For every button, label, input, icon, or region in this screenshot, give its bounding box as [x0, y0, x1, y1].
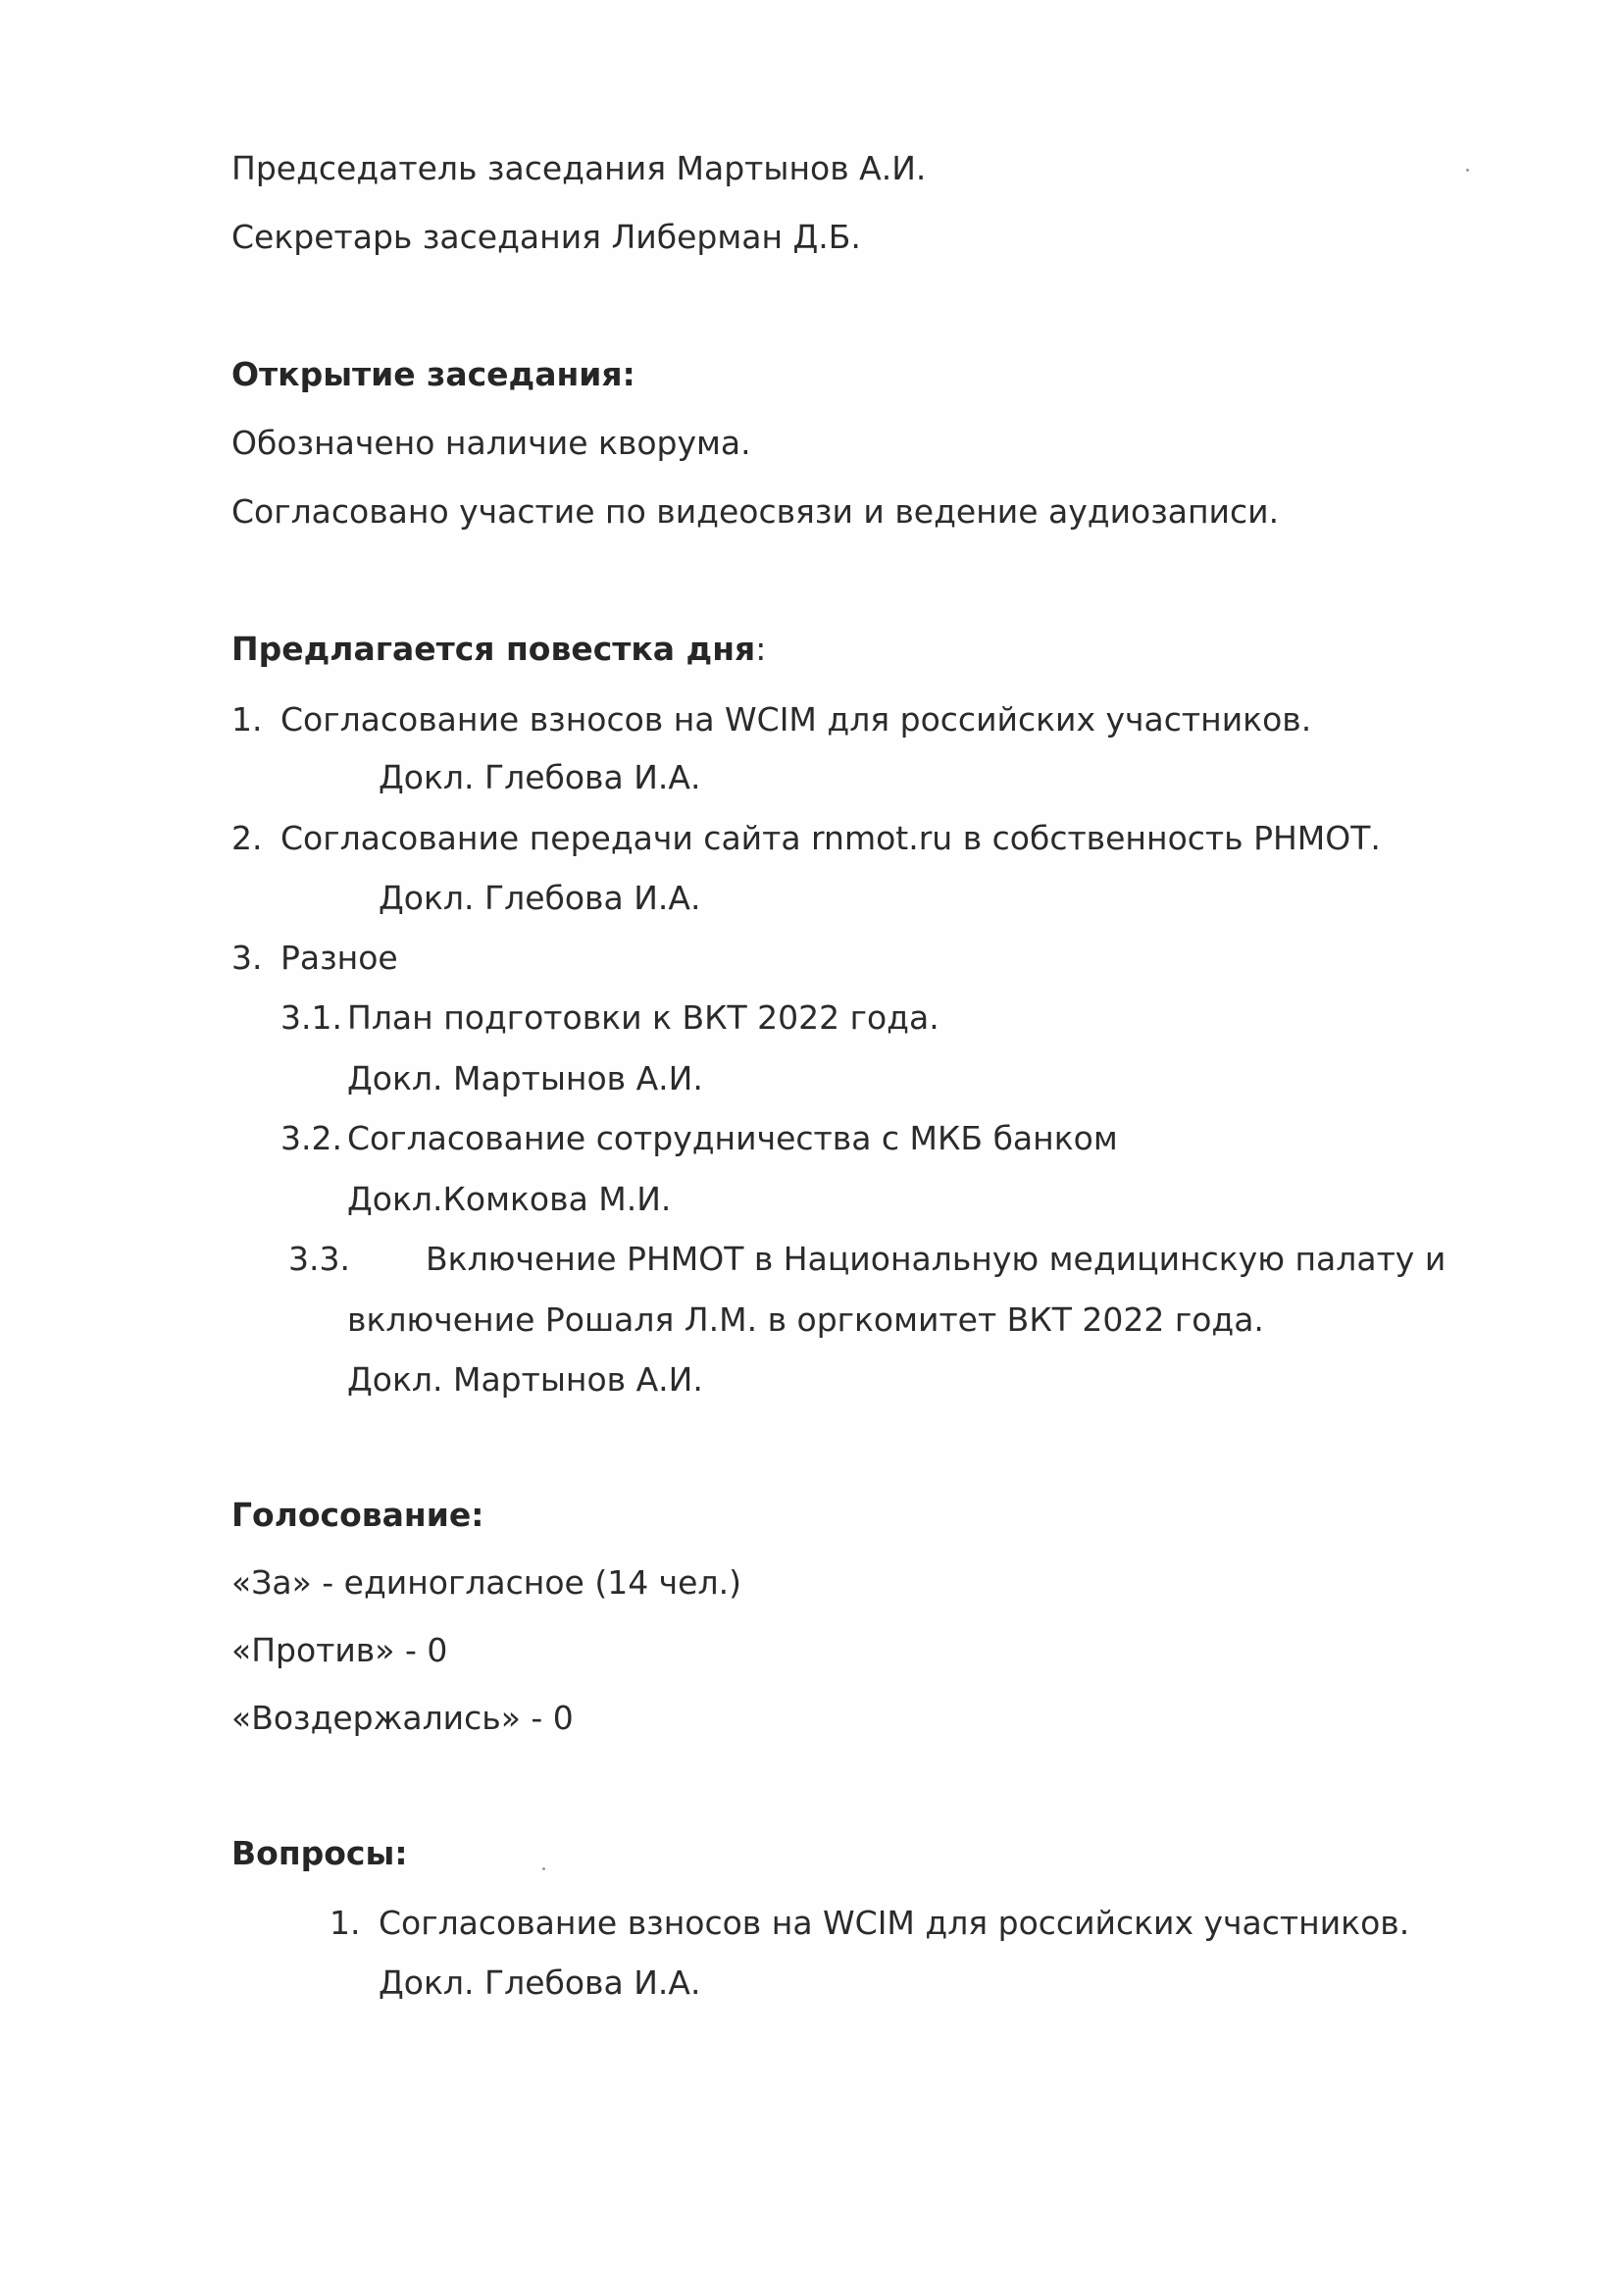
- question-1-speaker: Докл. Глебова И.А.: [379, 1963, 701, 2002]
- recording-line: Согласовано участие по видеосвязи и ведение аудиозаписи.: [231, 492, 1280, 531]
- questions-heading: Вопросы:: [231, 1834, 408, 1872]
- vote-for: «За» - единогласное (14 чел.): [231, 1563, 741, 1602]
- agenda-subitem-3-2-number: 3.2.: [280, 1119, 342, 1157]
- opening-heading: Открытие заседания:: [231, 355, 635, 393]
- quorum-line: Обозначено наличие кворума.: [231, 424, 751, 462]
- agenda-item-2-text: Согласование передачи сайта rnmot.ru в собственность РНМОТ.: [280, 819, 1381, 857]
- agenda-heading: Предлагается повестка дня: [231, 630, 756, 668]
- question-1-text: Согласование взносов на WCIM для российских участников.: [379, 1904, 1410, 1942]
- agenda-subitem-3-1-speaker: Докл. Мартынов А.И.: [347, 1059, 703, 1097]
- agenda-item-1-text: Согласование взносов на WCIM для российских участников.: [280, 700, 1312, 739]
- agenda-subitem-3-1-text: План подготовки к ВКТ 2022 года.: [347, 998, 939, 1037]
- vote-abstained: «Воздержались» - 0: [231, 1699, 574, 1737]
- agenda-subitem-3-1-number: 3.1.: [280, 998, 342, 1037]
- agenda-subitem-3-3-text: Включение РНМОТ в Национальную медицинскую палату и: [426, 1240, 1446, 1278]
- agenda-item-3-text: Разное: [280, 939, 398, 977]
- voting-heading: Голосование:: [231, 1496, 484, 1534]
- agenda-subitem-3-2-text: Согласование сотрудничества с МКБ банком: [347, 1119, 1118, 1157]
- scan-speck: [1466, 169, 1469, 172]
- scan-speck: [542, 1867, 545, 1870]
- chair-line: Председатель заседания Мартынов А.И.: [231, 149, 927, 187]
- agenda-subitem-3-3-number: 3.3.: [288, 1240, 350, 1278]
- agenda-item-1-speaker: Докл. Глебова И.А.: [379, 758, 701, 796]
- agenda-item-3-number: 3.: [231, 939, 263, 977]
- agenda-heading-colon: :: [755, 630, 767, 668]
- vote-against: «Против» - 0: [231, 1631, 448, 1669]
- agenda-subitem-3-3-text-cont: включение Рошаля Л.М. в оргкомитет ВКТ 2022 года.: [347, 1300, 1264, 1339]
- agenda-item-2-speaker: Докл. Глебова И.А.: [379, 879, 701, 917]
- question-1-number: 1.: [330, 1904, 361, 1942]
- agenda-subitem-3-2-speaker: Докл.Комкова М.И.: [347, 1180, 672, 1218]
- agenda-item-2-number: 2.: [231, 819, 263, 857]
- secretary-line: Секретарь заседания Либерман Д.Б.: [231, 218, 861, 256]
- agenda-subitem-3-3-speaker: Докл. Мартынов А.И.: [347, 1360, 703, 1399]
- agenda-heading-line: [231, 630, 766, 669]
- agenda-item-1-number: 1.: [231, 700, 263, 739]
